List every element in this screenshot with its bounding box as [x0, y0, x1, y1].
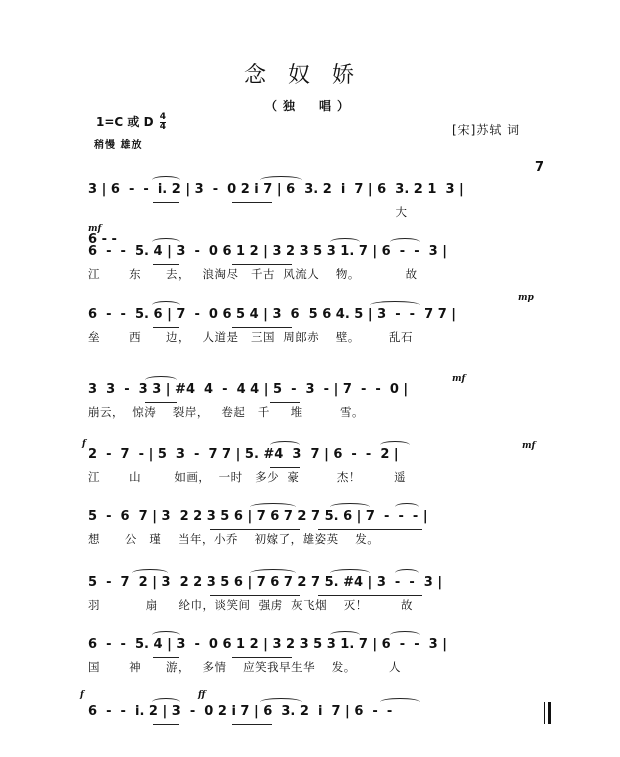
notes-line: 3 | 6 - - i. 2 | 3 - 0 2 i 7 | 6 3. 2 i 7 | 6 3. 2 1 3 | — [88, 182, 464, 197]
score-row-1 — [0, 160, 620, 224]
slur — [145, 376, 177, 384]
lyrics-line: 想 公 瑾 当年，小乔 初嫁了，雄姿英 发。 — [88, 532, 380, 546]
dynamic-mark: f — [82, 439, 86, 449]
notes-line: 3 3 - 3 3 | #4 4 - 4 4 | 5 - 3 - | 7 - - 0 | — [88, 382, 409, 397]
slur — [330, 569, 370, 577]
slur — [152, 238, 180, 246]
underline — [153, 657, 179, 658]
slur — [260, 698, 302, 706]
slur — [250, 569, 296, 577]
upper-note: 6 - - — [88, 232, 117, 247]
underline — [232, 264, 292, 265]
underline — [232, 724, 272, 725]
slur — [152, 631, 180, 639]
score-row-8 — [0, 615, 620, 679]
slur — [270, 441, 300, 449]
score-row-3 — [0, 285, 620, 349]
slur — [330, 503, 370, 511]
underline — [318, 595, 422, 596]
notes-line: 6 - - 5. 4 | 3 - 0 6 1 2 | 3 2 3 5 3 1. 7 | 6 - - 3 | — [88, 637, 447, 652]
dynamic-mark: f — [80, 690, 84, 700]
lyricist: [宋]苏轼 词 — [452, 123, 521, 137]
underline — [232, 327, 292, 328]
slur — [370, 301, 420, 309]
underline — [153, 202, 179, 203]
underline — [153, 327, 179, 328]
score-row-2 — [0, 222, 620, 286]
slur — [390, 631, 420, 639]
slur — [390, 238, 420, 246]
underline — [232, 202, 272, 203]
slur — [380, 698, 420, 706]
slur — [152, 301, 180, 309]
dynamic-mark: mf — [88, 224, 102, 234]
lyrics-line: 江 东 去， 浪淘尽 千古 风流人 物。 故 — [88, 267, 418, 281]
slur — [395, 503, 419, 511]
final-barline-thin — [544, 702, 545, 724]
time-signature — [160, 113, 166, 132]
slur — [132, 569, 168, 577]
underline — [270, 402, 300, 403]
underline — [232, 657, 292, 658]
underline — [270, 467, 300, 468]
underline — [210, 529, 300, 530]
upper-note: 7 — [535, 160, 545, 175]
notes-line: 6 - - 5. 6 | 7 - 0 6 5 4 | 3 6 5 6 4. 5 | 3 - - 7 7 | — [88, 307, 457, 322]
slur — [380, 441, 410, 449]
key-label: 1=C 或 D — [96, 115, 154, 129]
score-row-7 — [0, 553, 620, 617]
dynamic-mark: mp — [518, 293, 534, 303]
time-top: 4 — [159, 112, 166, 122]
dynamic-mark-2: mf — [522, 441, 536, 451]
slur — [260, 176, 302, 184]
slur — [152, 698, 180, 706]
lyrics-line: 江 山 如画， 一时 多少 豪 杰！ 遥 — [88, 470, 407, 484]
score-row-6 — [0, 487, 620, 551]
score-row-5 — [0, 425, 620, 489]
slur — [395, 569, 419, 577]
notes-line: 5 - 6 7 | 3 2 2 3 5 6 | 7 6 7 2 7 5. 6 | 7 - - - | — [88, 509, 428, 524]
lyrics-line: 大 — [88, 205, 408, 219]
underline — [153, 264, 179, 265]
song-subtitle: （独 唱） — [264, 99, 355, 113]
lyrics-line: 崩云， 惊涛 裂岸， 卷起 千 堆 雪。 — [88, 405, 365, 419]
lyrics-line: 羽 扇 纶巾，谈笑间 强虏 灰飞烟 灭！ 故 — [88, 598, 413, 612]
notes-line: 6 - - 5. 4 | 3 - 0 6 1 2 | 3 2 3 5 3 1. 7 | 6 - - 3 | — [88, 244, 447, 259]
slur — [330, 238, 360, 246]
tempo-marking: 稍慢 雄放 — [94, 140, 143, 151]
notes-line: 6 - - i. 2 | 3 - 0 2 i 7 | 6 3. 2 i 7 | 6 - - — [88, 704, 397, 719]
dynamic-mark-2: ff — [198, 690, 206, 700]
slur — [330, 631, 360, 639]
notes-line: 5 - 7 2 | 3 2 2 3 5 6 | 7 6 7 2 7 5. #4 | 3 - - 3 | — [88, 575, 443, 590]
final-barline-thick — [548, 702, 551, 724]
slur — [152, 176, 180, 184]
underline — [153, 724, 179, 725]
score-row-9 — [0, 682, 620, 746]
dynamic-mark: mf — [452, 374, 466, 384]
time-bottom: 4 — [159, 122, 166, 132]
underline — [318, 529, 422, 530]
key-signature — [96, 113, 166, 132]
score-row-4 — [0, 360, 620, 424]
underline — [210, 595, 300, 596]
song-title: 念奴娇 — [243, 63, 376, 88]
lyrics-line: 国 神 游， 多情 应笑我早生华 发。 人 — [88, 660, 401, 674]
slur — [250, 503, 296, 511]
lyrics-line: 垒 西 边， 人道是 三国 周郎赤 壁。 乱石 — [88, 330, 413, 344]
notes-line: 2 - 7 - | 5 3 - 7 7 | 5. #4 3 7 | 6 - - 2 | — [88, 447, 399, 462]
underline — [145, 402, 177, 403]
